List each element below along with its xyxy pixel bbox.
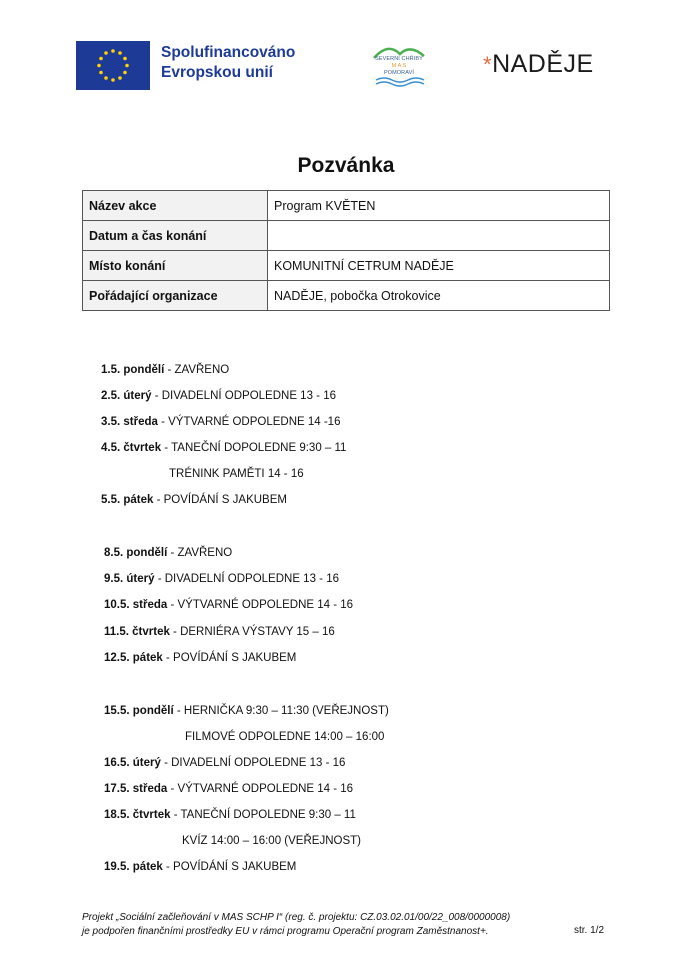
schedule-text: - POVÍDÁNÍ S JAKUBEM: [153, 494, 287, 506]
table-label-cell: Pořádající organizace: [83, 281, 268, 311]
schedule-item: [104, 756, 345, 770]
schedule-item: [104, 572, 339, 586]
schedule-text: - POVÍDÁNÍ S JAKUBEM: [162, 861, 297, 873]
eu-stars-icon: [76, 41, 150, 90]
schedule-day: 10.5. středa: [104, 599, 168, 611]
table-label-cell: Datum a čas konání: [83, 221, 268, 251]
table-label-cell: Místo konání: [83, 251, 268, 281]
schedule-day: 2.5. úterý: [101, 390, 152, 402]
schedule-item: [104, 808, 356, 822]
eu-flag-logo: [76, 41, 150, 90]
schedule-day: 9.5. úterý: [104, 573, 155, 585]
eu-cofinancing-text: [161, 43, 295, 83]
schedule-item: [169, 467, 304, 481]
schedule-day: 8.5. pondělí: [104, 547, 168, 559]
schedule-text: - DIVADELNÍ ODPOLEDNE 13 - 16: [154, 573, 339, 585]
schedule-item: [185, 730, 384, 744]
eu-text-line2: Evropskou unií: [161, 64, 273, 81]
mas-label-line2: M A S: [391, 63, 407, 69]
schedule-item: [104, 651, 296, 665]
nadeje-logo: [483, 50, 594, 79]
schedule-item: [182, 834, 361, 848]
table-row: [83, 191, 610, 221]
schedule-text: KVÍZ 14:00 – 16:00 (VEŘEJNOST): [182, 835, 361, 847]
schedule-day: 1.5. pondělí: [101, 364, 165, 376]
schedule-item: [101, 389, 336, 403]
event-info-table: [82, 190, 610, 311]
schedule-text: - DIVADELNÍ ODPOLEDNE 13 - 16: [160, 757, 346, 769]
schedule-text: FILMOVÉ ODPOLEDNE 14:00 – 16:00: [185, 731, 385, 743]
project-footer: [82, 911, 510, 939]
schedule-text: - VÝTVARNÉ ODPOLEDNE 14 -16: [157, 416, 341, 428]
table-value-cell: KOMUNITNÍ CETRUM NADĚJE: [268, 251, 610, 281]
table-row: [83, 251, 610, 281]
schedule-text: - DIVADELNÍ ODPOLEDNE 13 - 16: [151, 390, 336, 402]
mas-label-line3: POMORAVÍ: [383, 70, 415, 76]
page-number: str. 1/2: [574, 925, 605, 936]
schedule-item: [104, 546, 232, 560]
mas-label-line1: SEVERNÍ CHŘIBY: [375, 56, 423, 62]
table-row: [83, 221, 610, 251]
schedule-text: - TANEČNÍ DOPOLEDNE 9:30 – 11: [170, 809, 356, 821]
schedule-day: 15.5. pondělí: [104, 705, 174, 717]
schedule-item: [104, 782, 353, 796]
schedule-day: 17.5. středa: [104, 783, 168, 795]
schedule-day: 11.5. čtvrtek: [104, 626, 170, 638]
table-value-cell: Program KVĚTEN: [268, 191, 610, 221]
schedule-text: - ZAVŘENO: [164, 364, 230, 376]
schedule-item: [101, 493, 287, 507]
nadeje-logo-text: NADĚJE: [492, 50, 594, 78]
eu-text-line1: Spolufinancováno: [161, 44, 296, 61]
schedule-item: [101, 415, 340, 429]
schedule-text: - VÝTVARNÉ ODPOLEDNE 14 - 16: [167, 783, 354, 795]
table-label-cell: Název akce: [83, 191, 268, 221]
table-row: [83, 281, 610, 311]
schedule-item: [104, 598, 353, 612]
schedule-day: 18.5. čtvrtek: [104, 809, 171, 821]
footer-line1: Projekt „Sociální začleňování v MAS SCHP I“ (reg. č. projektu: CZ.03.02.01/00/22_008/0000008): [82, 912, 511, 923]
schedule-day: 3.5. středa: [101, 416, 158, 428]
page-title: Pozvánka: [297, 154, 395, 177]
schedule-text: - HERNIČKA 9:30 – 11:30 (VEŘEJNOST): [173, 705, 389, 717]
schedule-text: - TANEČNÍ DOPOLEDNE 9:30 – 11: [161, 442, 347, 454]
mas-logo: [370, 40, 428, 90]
schedule-day: 19.5. pátek: [104, 861, 163, 873]
nadeje-star-icon: *: [483, 52, 493, 77]
schedule-day: 5.5. pátek: [101, 494, 154, 506]
schedule-text: - DERNIÉRA VÝSTAVY 15 – 16: [169, 626, 335, 638]
table-value-cell: [268, 221, 610, 251]
schedule-day: 16.5. úterý: [104, 757, 161, 769]
schedule-item: [104, 625, 335, 639]
schedule-day: 12.5. pátek: [104, 652, 163, 664]
footer-line2: je podpořen finančními prostředky EU v rámci programu Operační program Zaměstnanost+.: [82, 926, 489, 937]
schedule-item: [104, 704, 389, 718]
schedule-item: [101, 363, 229, 377]
schedule-text: - VÝTVARNÉ ODPOLEDNE 14 - 16: [167, 599, 354, 611]
table-value-cell: NADĚJE, pobočka Otrokovice: [268, 281, 610, 311]
schedule-item: [104, 860, 296, 874]
schedule-item: [101, 441, 346, 455]
schedule-day: 4.5. čtvrtek: [101, 442, 162, 454]
schedule-text: - POVÍDÁNÍ S JAKUBEM: [162, 652, 297, 664]
schedule-text: TRÉNINK PAMĚTI 14 - 16: [169, 468, 304, 480]
schedule-text: - ZAVŘENO: [167, 547, 233, 559]
